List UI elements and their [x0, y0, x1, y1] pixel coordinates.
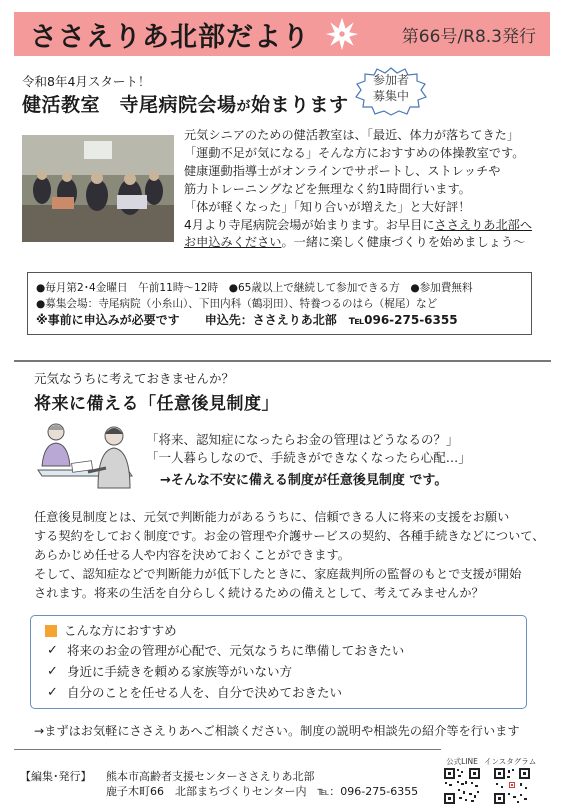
- recommendation-item: [47, 640, 512, 661]
- worry-quote: 「一人暮らしなので、手続きができなくなったら心配…」: [146, 450, 471, 465]
- flower-icon: [324, 16, 360, 52]
- recommendation-heading: [45, 622, 512, 640]
- section2-body-line: する契約をしておく制度です。お金の管理や介護サービスの契約、各種手続きなどについて、: [34, 529, 545, 544]
- section2-body-line: 任意後見制度とは、元気で判断能力があるうちに、信頼できる人に将来の支援をお願い: [34, 510, 510, 524]
- section1-body-tail: 。一緒に楽しく健康づくりを始めましょう～: [281, 235, 526, 250]
- section1-body-line: [184, 217, 544, 235]
- issue-number: 第66号/R8.3発行: [401, 26, 536, 47]
- section1-title-particle: が: [236, 99, 252, 115]
- check-icon: ✓: [47, 643, 58, 658]
- line-qr-label: 公式LINE: [446, 757, 478, 766]
- info-application-contact: 申込先：ささえりあ北部 ℡096-275-6355: [204, 313, 458, 327]
- section-divider: [14, 360, 551, 362]
- section1-body-line: 「運動不足が気になる」そんな方におすすめの体操教室です。: [184, 145, 525, 160]
- instagram-qr-label: インスタグラム: [484, 757, 537, 766]
- section2-title: 将来に備える「任意後見制度」: [34, 394, 279, 414]
- newsletter-header: [14, 12, 550, 56]
- info-schedule: ●毎月第2･4金曜日 午前11時～12時 ●65歳以上で継続して参加できる方 ●参加費無料: [36, 282, 473, 294]
- info-application: [36, 312, 523, 328]
- footer-divider: [14, 749, 441, 750]
- qr-code-icon[interactable]: [443, 767, 481, 805]
- recommendation-box: [30, 615, 527, 709]
- check-icon: ✓: [47, 685, 58, 700]
- publisher-line: [20, 784, 418, 799]
- publisher-name: 熊本市高齢者支援センターささえりあ北部: [106, 770, 315, 783]
- recommendation-heading-text: こんな方におすすめ: [64, 623, 177, 638]
- section1-body-line: 元気シニアのための健活教室は、「最近、体力が落ちてきた」: [184, 128, 520, 142]
- badge-line-1: 参加者: [372, 73, 409, 87]
- recommendation-item: [47, 682, 512, 703]
- publisher-info: [20, 769, 418, 799]
- recommendation-item: [47, 661, 512, 682]
- publisher-address: 鹿子木町66 北部まちづくりセンター内 ℡：096-275-6355: [106, 785, 419, 798]
- section1-body-text: 4月より寺尾病院会場が始まります。お早目に: [184, 217, 435, 232]
- recommendation-item-text: 身近に手続きを頼める家族等がいない方: [67, 664, 293, 679]
- check-icon: ✓: [47, 664, 58, 679]
- consultation-note: →まずはお気軽にささえりあへご相談ください。制度の説明や相談先の紹介等を行います: [34, 724, 520, 738]
- exercise-class-photo: [22, 135, 174, 242]
- apply-link-b: お申込みください: [184, 235, 282, 250]
- section1-body-line: [184, 234, 544, 252]
- participants-wanted-badge: [355, 66, 427, 116]
- square-marker-icon: [45, 625, 57, 637]
- publisher-line: [20, 769, 418, 784]
- section1-body-line: 筋力トレーニングなどを無理なく約1時間行います。: [184, 181, 471, 196]
- recommendation-item-text: 自分のことを任せる人を、自分で決めておきたい: [67, 685, 343, 700]
- qr-code-icon[interactable]: [493, 767, 531, 805]
- info-venues: ●募集会場：寺尾病院（小糸山）、下田内科（鶴羽田）、特養つるのはら（梶尾）など: [36, 298, 438, 310]
- newsletter-title: ささえりあ北部だより: [30, 21, 310, 53]
- section1-title-end: 始まります: [251, 94, 349, 116]
- badge-text: [355, 72, 427, 104]
- worry-quotes: [146, 431, 471, 467]
- section2-body-line: あらかじめ任せる人や内容を決めておくことができます。: [34, 548, 350, 563]
- section2-body-line: そして、認知症などで判断能力が低下したときに、家庭裁判所の監督のもとで支援が開始: [34, 567, 522, 582]
- recommendation-item-text: 将来のお金の管理が心配で、元気なうちに準備しておきたい: [67, 643, 405, 658]
- apply-link-a: ささえりあ北部へ: [434, 217, 533, 232]
- section1-pre-title: 令和8年4月スタート！: [22, 74, 151, 89]
- section2-body-line: されます。将来の生活を自分らしく続けるための備えとして、考えてみませんか？: [34, 586, 484, 601]
- worry-quote: 「将来、認知症になったらお金の管理はどうなるの？」: [146, 432, 459, 447]
- section1-title: [22, 90, 349, 117]
- section2-body: [34, 508, 545, 603]
- section1-title-main: 健活教室 寺尾病院会場: [22, 94, 237, 116]
- section2-pre-title: 元気なうちに考えておきませんか？: [34, 371, 235, 386]
- badge-line-2: 募集中: [372, 89, 409, 103]
- publisher-label: 【編集･発行】: [20, 770, 92, 783]
- section2-lead: →そんな不安に備える制度が任意後見制度 です。: [160, 473, 448, 488]
- section1-body-line: 「体が軽くなった」「知り合いが増えた」と大好評！: [184, 199, 471, 214]
- section1-body: [184, 127, 544, 252]
- class-info-box: [27, 272, 532, 335]
- section1-body-line: 健康運動指導士がオンラインでサポートし、ストレッチや: [184, 163, 501, 178]
- info-application-note: ※事前に申込みが必要です: [36, 313, 180, 327]
- consultation-illustration: [28, 418, 140, 504]
